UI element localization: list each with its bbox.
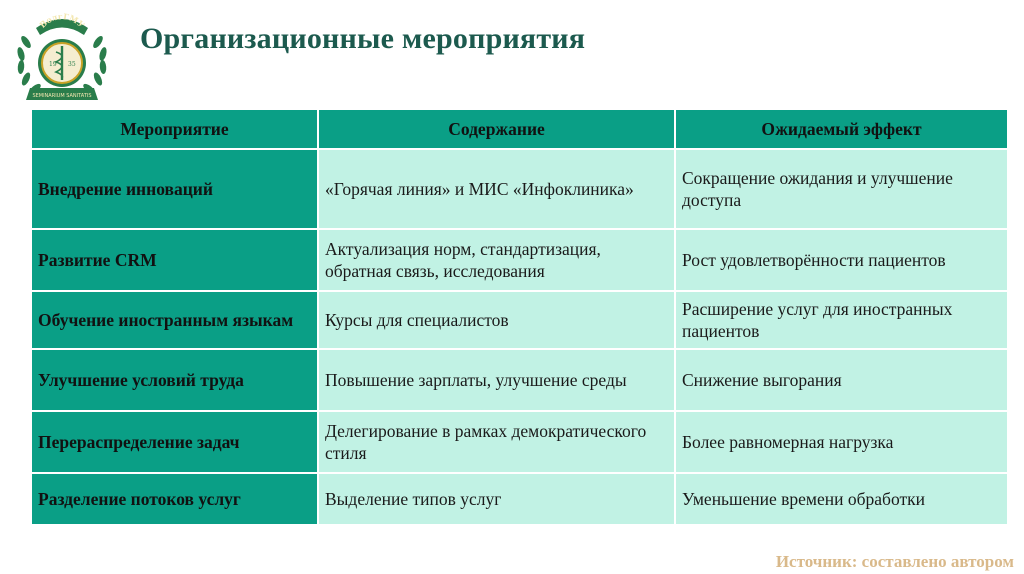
svg-text:SEMINARIUM SANITATIS: SEMINARIUM SANITATIS (32, 93, 92, 99)
page-title: Организационные мероприятия (140, 22, 586, 55)
table-row (31, 473, 1008, 525)
svg-text:ВолгГМУ: ВолгГМУ (37, 11, 87, 30)
event-cell: Внедрение инноваций (31, 149, 318, 229)
content-cell: Курсы для специалистов (318, 291, 675, 349)
effect-cell: Более равномерная нагрузка (675, 411, 1008, 473)
svg-text:35: 35 (68, 61, 76, 68)
event-cell: Обучение иностранным языкам (31, 291, 318, 349)
event-cell: Улучшение условий труда (31, 349, 318, 411)
content-cell: Повышение зарплаты, улучшение среды (318, 349, 675, 411)
table-row (31, 411, 1008, 473)
effect-cell: Расширение услуг для иностранных пациентов (675, 291, 1008, 349)
column-header-effect: Ожидаемый эффект (675, 109, 1008, 149)
content-cell: Выделение типов услуг (318, 473, 675, 525)
column-header-event: Мероприятие (31, 109, 318, 149)
effect-cell: Уменьшение времени обработки (675, 473, 1008, 525)
effect-cell: Снижение выгорания (675, 349, 1008, 411)
svg-text:19: 19 (49, 61, 57, 68)
table-row (31, 349, 1008, 411)
effect-cell: Рост удовлетворённости пациентов (675, 229, 1008, 291)
event-cell: Перераспределение задач (31, 411, 318, 473)
table-row (31, 149, 1008, 229)
table-row (31, 291, 1008, 349)
content-cell: Актуализация норм, стандартизация, обратная связь, исследования (318, 229, 675, 291)
university-logo (12, 8, 112, 108)
event-cell: Разделение потоков услуг (31, 473, 318, 525)
content-cell: Делегирование в рамках демократического стиля (318, 411, 675, 473)
event-cell: Развитие CRM (31, 229, 318, 291)
measures-table (30, 108, 1009, 526)
source-note: Источник: составлено автором (775, 552, 1014, 571)
table-header-row (31, 109, 1008, 149)
content-cell: «Горячая линия» и МИС «Инфоклиника» (318, 149, 675, 229)
table-row (31, 229, 1008, 291)
column-header-content: Содержание (318, 109, 675, 149)
effect-cell: Сокращение ожидания и улучшение доступа (675, 149, 1008, 229)
